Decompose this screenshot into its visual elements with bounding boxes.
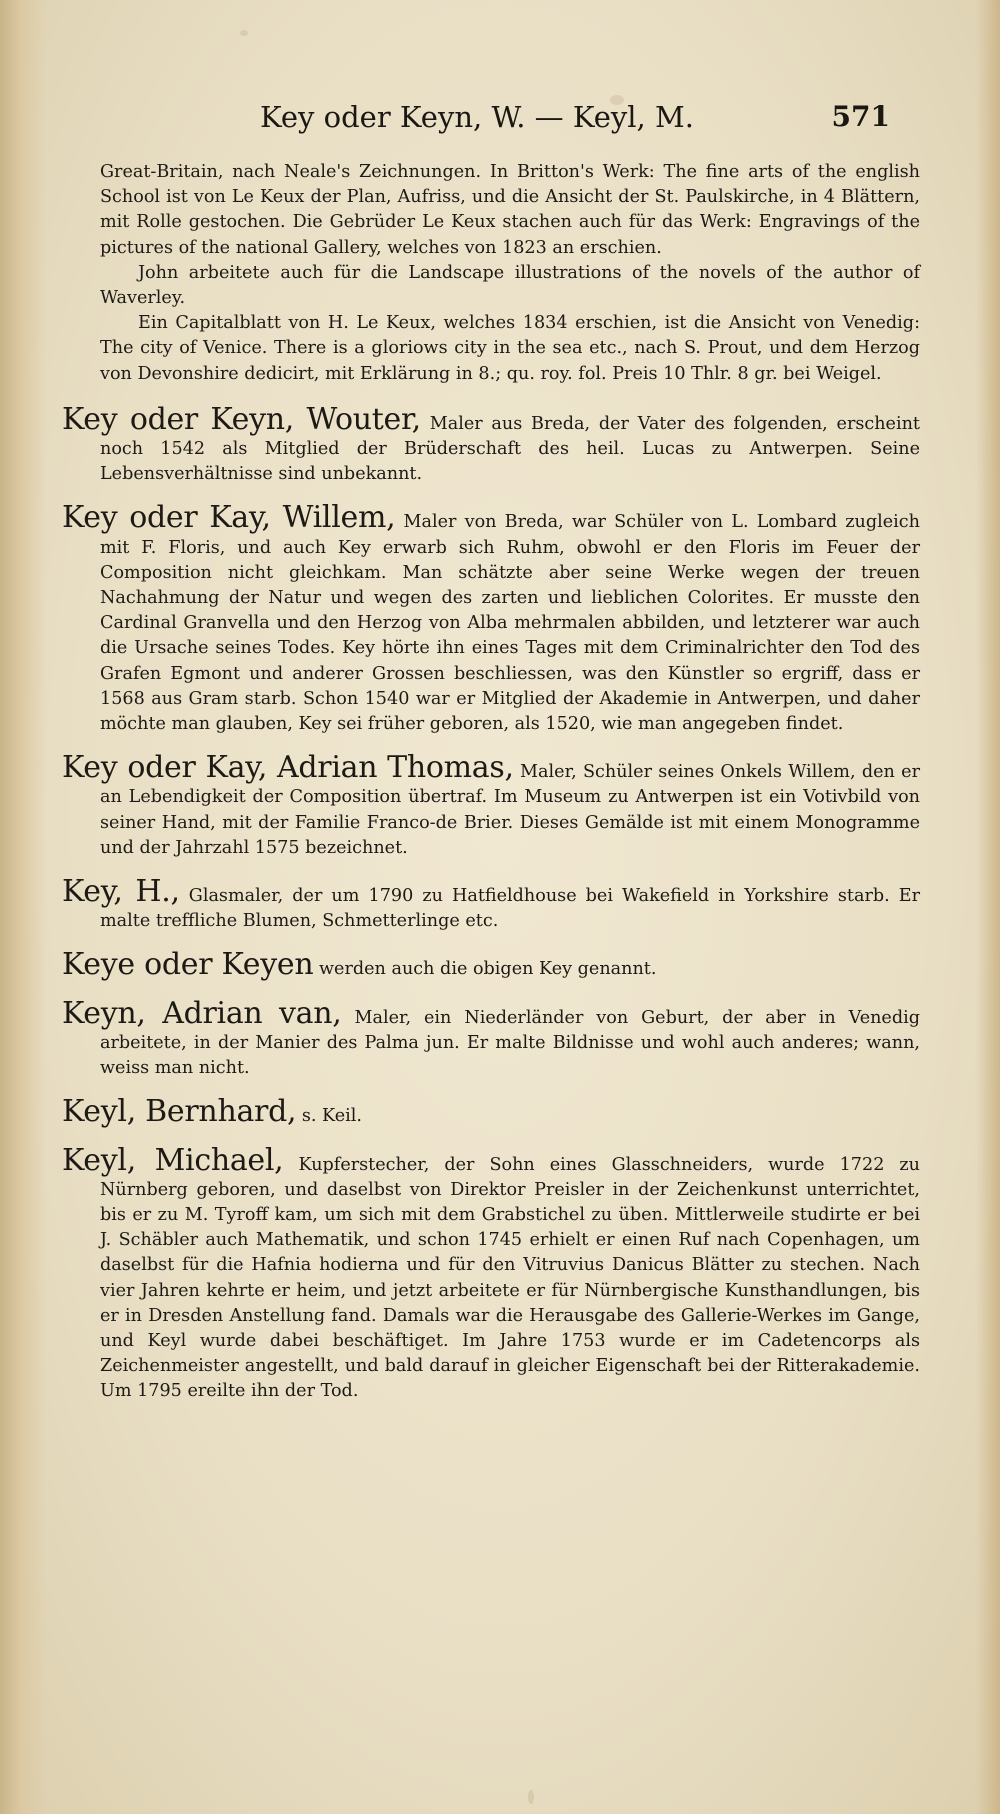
dictionary-entry — [62, 947, 920, 983]
paper-stain — [240, 30, 248, 36]
entry-headword: Key oder Kay, Willem, — [62, 500, 396, 536]
entry-text: Kupferstecher, der Sohn eines Glasschneiders, wurde 1722 zu Nürnberg geboren, und daselbst von Direktor Preisler in der Zeichenkunst unterrichtet, bis er zu M. Tyroff kam, um sich mit dem Grabstichel zu üben. Mittlerweile studirte er bei J. Schäbler auch Mathematik, und schon 1745 erhielt er einen Ruf nach Copenhagen, um daselbst für die Hafnia hodierna und für den Vitruvius Danicus Blätter zu stechen. Nach vier Jahren kehrte er heim, und jetzt arbeitete er für Nürnbergische Kunsthandlungen, bis er in Dresden Anstellung fand. Damals war die Herausgabe des Gallerie-Werkes im Gange, und Keyl wurde dabei beschäftiget. Im Jahre 1753 wurde er im Cadetencorps als Zeichenmeister angestellt, und bald darauf in gleicher Eigenschaft bei der Ritterakademie. Um 1795 ereilte ihn der Tod. — [100, 1154, 921, 1402]
entry-text: Maler, Schüler seines Onkels Willem, den er an Lebendigkeit der Composition übertraf. Im Museum zu Antwerpen ist ein Votivbild von seiner Hand, mit der Familie Franco-de Brier. Dieses Gemälde ist mit einem Monogramme und der Jahrzahl 1575 bezeichnet. — [100, 762, 920, 858]
page-body — [62, 160, 921, 1421]
continuation-paragraph: Ein Capitalblatt von H. Le Keux, welches 1834 erschien, ist die Ansicht von Venedig: The city of Venice. There is a gloriows city in the sea etc., nach S. Prout, und dem Herzog von Devonshire dedicirt, mit Erklärung in 8.; qu. roy. fol. Preis 10 Thlr. 8 gr. bei Weigel. — [100, 313, 920, 384]
entry-headword: Key, H., — [62, 874, 180, 910]
paper-stain — [528, 1790, 534, 1804]
dictionary-entry — [62, 750, 920, 861]
entry-text: Glasmaler, der um 1790 zu Hatfieldhouse bei Wakefield in Yorkshire starb. Er malte treffliche Blumen, Schmetterlinge etc. — [100, 886, 921, 932]
entry-text: werden auch die obigen Key genannt. — [318, 959, 657, 980]
entry-text: Maler von Breda, war Schüler von L. Lombard zugleich mit F. Floris, und auch Key erwarb sich Ruhm, obwohl er den Floris im Feuer der Composition nicht gleichkam. Man schätzte aber seine Werke wegen der treuen Nachahmung der Natur und wegen des zarten und lieblichen Colorites. Er musste den Cardinal Granvella und den Herzog von Alba mehrmalen abbilden, und letzterer war auch die Ursache seines Todes. Key hörte ihn eines Tages mit dem Criminalrichter den Tod des Grafen Egmont und anderer Grossen beschliessen, was den Künstler so ergriff, dass er 1568 aus Gram starb. Schon 1540 war er Mitglied der Akademie in Antwerpen, und daher möchte man glauben, Key sei früher geboren, als 1520, wie man angegeben findet. — [100, 512, 920, 735]
entry-headword: Key oder Keyn, Wouter, — [62, 401, 421, 437]
entry-headword: Keyn, Adrian van, — [62, 995, 342, 1031]
page-edge-shadow — [976, 0, 1000, 1814]
entry-text: Maler aus Breda, der Vater des folgenden, erscheint noch 1542 als Mitglied der Brüderschaft des heil. Lucas zu Antwerpen. Seine Lebensverhältnisse sind unbekannt. — [100, 413, 921, 485]
dictionary-entry — [62, 874, 921, 934]
dictionary-entry — [62, 401, 921, 488]
dictionary-entry — [62, 995, 920, 1082]
continuation-paragraph: John arbeitete auch für die Landscape illustrations of the novels of the author of Waverley. — [100, 262, 920, 309]
dictionary-entry — [62, 1094, 920, 1130]
entry-headword: Keyl, Bernhard, — [62, 1094, 297, 1130]
continuation-paragraph: Great-Britain, nach Neale's Zeichnungen. In Britton's Werk: The fine arts of the english School ist von Le Keux der Plan, Aufriss, und die Ansicht der St. Paulskirche, in 4 Blättern, mit Rolle gestochen. Die Gebrüder Le Keux stachen auch für das Werk: Engravings of the pictures of the national Gallery, welches von 1823 an erschien. — [100, 162, 920, 258]
entry-headword: Key oder Kay, Adrian Thomas, — [62, 750, 514, 786]
page-gutter-shadow — [0, 0, 46, 1814]
entry-headword: Keyl, Michael, — [62, 1142, 284, 1178]
dictionary-entry — [62, 1142, 921, 1405]
entry-text: Maler, ein Niederländer von Geburt, der aber in Venedig arbeitete, in der Manier des Palma jun. Er malte Bildnisse und wohl auch anderes; wann, weiss man nicht. — [100, 1007, 920, 1079]
running-title: Key oder Keyn, W. — Keyl, M. — [260, 100, 694, 134]
dictionary-entry — [62, 500, 920, 737]
page-number: 571 — [831, 100, 890, 133]
entry-text: s. Keil. — [301, 1106, 362, 1127]
entry-headword: Keye oder Keyen — [62, 947, 314, 983]
running-header — [110, 100, 890, 140]
